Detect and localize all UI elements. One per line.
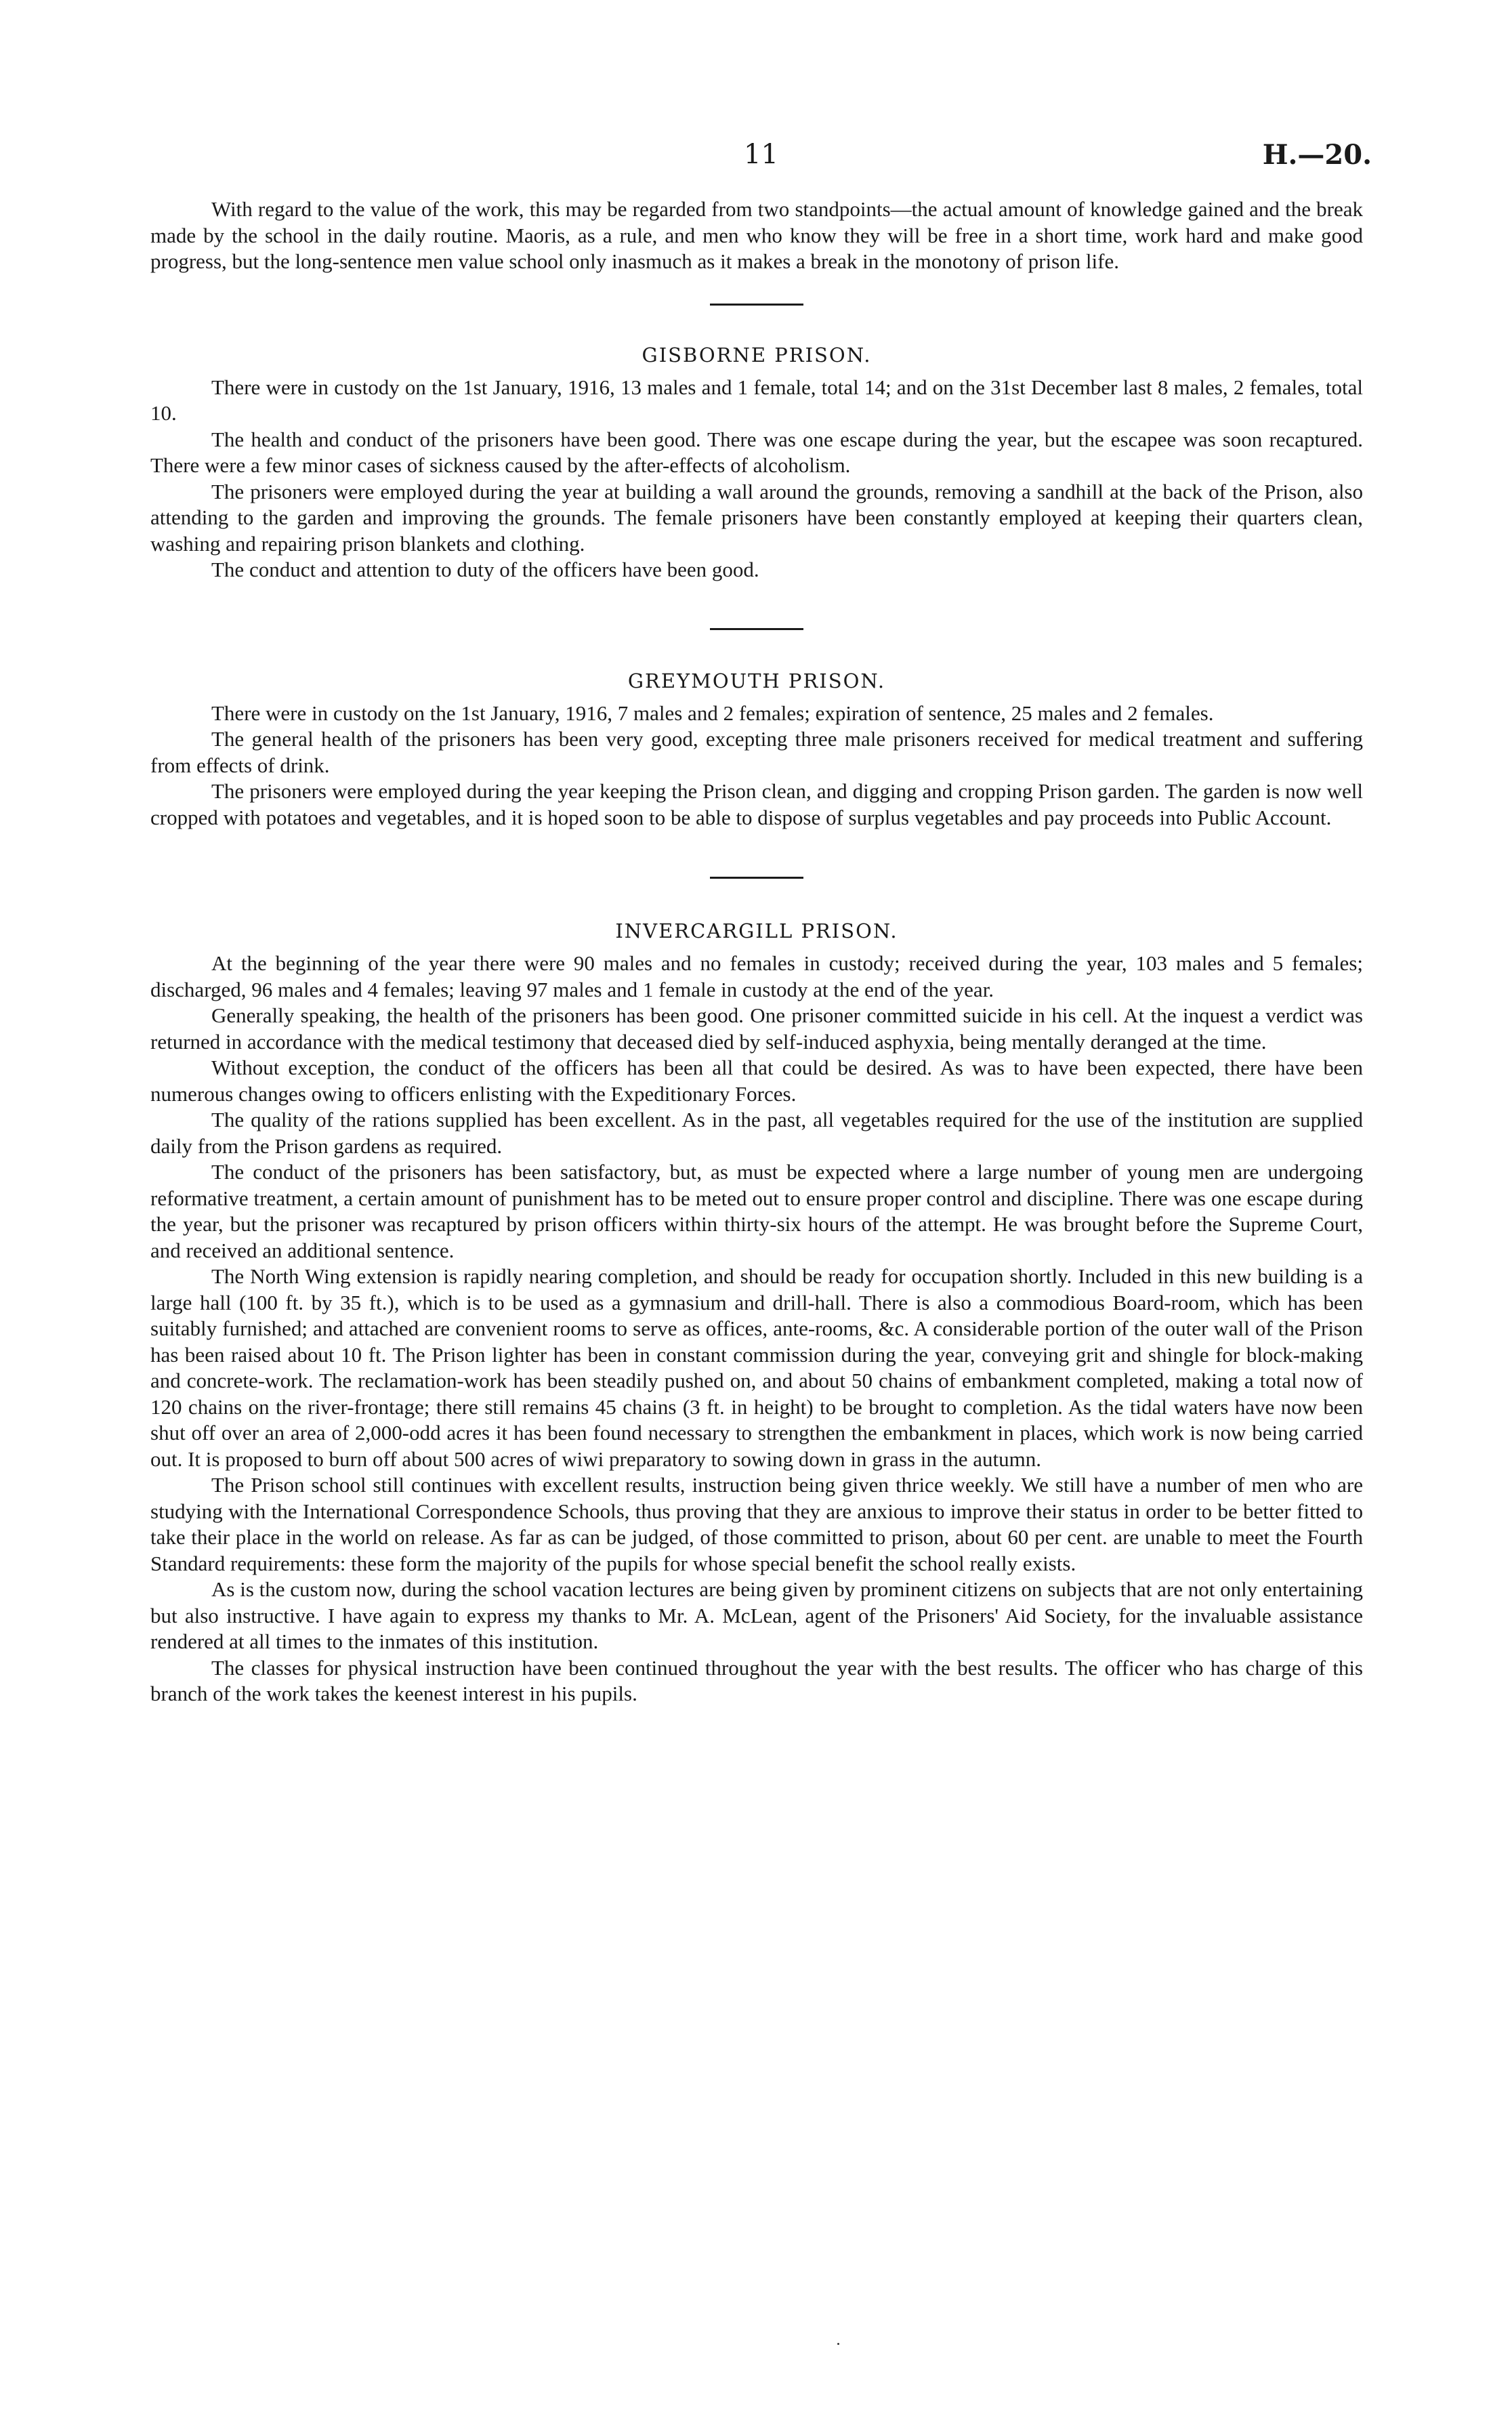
paragraph: The health and conduct of the prisoners have been good. There was one escape during the year, but the escapee was soon recaptured. There were a few minor cases of sickness caused by the after-effects of alcoholism.	[150, 427, 1363, 477]
paragraph: As is the custom now, during the school vacation lectures are being given by prominent citizens on subjects that are not only entertaining but also instructive. I have again to express my thanks to Mr. A. McLean, agent of the Prisoners' Aid Society, for the invaluable assistance rendered at all times to the inmates of this institution.	[150, 1577, 1363, 1653]
greymouth-section	[150, 669, 1363, 831]
intro-section	[150, 196, 1363, 275]
paragraph: Generally speaking, the health of the prisoners has been good. One prisoner committed suicide in his cell. At the inquest a verdict was returned in accordance with the medical testimony that deceased died by self-induced asphyxia, being mentally deranged at the time.	[150, 1003, 1363, 1054]
paragraph: There were in custody on the 1st January, 1916, 7 males and 2 females; expiration of sentence, 25 males and 2 females.	[211, 701, 1214, 725]
page-number: 11	[744, 139, 778, 170]
paragraph: The general health of the prisoners has been very good, excepting three male prisoners received for medical treatment and suffering from effects of drink.	[150, 727, 1363, 777]
paragraph: There were in custody on the 1st January, 1916, 13 males and 1 female, total 14; and on the 31st December last 8 males, 2 females, total 10.	[150, 375, 1363, 425]
paragraph: Without exception, the conduct of the officers has been all that could be desired. As was to have been expected, there have been numerous changes owing to officers enlisting with the Expeditionary Forces.	[150, 1056, 1363, 1106]
section-title: GREYMOUTH PRISON.	[627, 669, 886, 692]
paragraph: At the beginning of the year there were 90 males and no females in custody; received during the year, 103 males and 5 females; discharged, 96 males and 4 females; leaving 97 males and 1 female in custody at the end of the year.	[150, 951, 1363, 1001]
page-header	[0, 139, 1512, 180]
paragraph: The Prison school still continues with excellent results, instruction being given thrice weekly. We still have a number of men who are studying with the International Correspondence Schools, thus proving that they are anxious to improve their status in order to be better fitted to take their place in the world on release. As far as can be judged, of those committed to prison, about 60 per cent. are unable to meet the Fourth Standard requirements: these form the majority of the pupils for whose special benefit the school really exists.	[150, 1473, 1363, 1575]
print-speck	[837, 2343, 839, 2345]
paragraph: The conduct of the prisoners has been satisfactory, but, as must be expected where a large number of young men are undergoing reformative treatment, a certain amount of punishment has to be meted out to ensure proper control and discipline. There was one escape during the year, but the prisoner was recaptured by prison officers within thirty-six hours of the attempt. He was brought before the Supreme Court, and received an additional sentence.	[150, 1160, 1363, 1262]
section-title: GISBORNE PRISON.	[642, 343, 872, 367]
page-body	[150, 196, 1363, 1707]
paragraph: The quality of the rations supplied has been excellent. As in the past, all vegetables required for the use of the institution are supplied daily from the Prison gardens as required.	[150, 1108, 1363, 1158]
gisborne-section	[150, 344, 1363, 583]
invercargill-section	[150, 919, 1363, 1707]
paragraph: The prisoners were employed during the year keeping the Prison clean, and digging and cropping Prison garden. The garden is now well cropped with potatoes and vegetables, and it is hoped soon to be able to dispose of surplus vegetables and pay proceeds into Public Account.	[150, 779, 1363, 829]
document-reference: H.—20.	[1262, 139, 1372, 171]
paragraph: The North Wing extension is rapidly nearing completion, and should be ready for occupation shortly. Included in this new building is a large hall (100 ft. by 35 ft.), which is to be used as a gymnasium and drill-hall. There is also a commodious Board-room, which has been suitably furnished; and attached are convenient rooms to serve as offices, ante-rooms, &c. A considerable portion of the outer wall of the Prison has been raised about 10 ft. The Prison lighter has been in constant commission during the year, conveying grit and shingle for block-making and concrete-work. The reclamation-work has been steadily pushed on, and about 50 chains of embankment completed, making a total now of 120 chains on the river-frontage; there still remains 45 chains (3 ft. in height) to be brought to completion. As the tidal waters have now been shut off over an area of 2,000-odd acres it has been found necessary to strengthen the embankment in places, which work is now being carried out. It is proposed to burn off about 500 acres of wiwi preparatory to sowing down in grass in the autumn.	[150, 1264, 1363, 1471]
paragraph: The classes for physical instruction have been continued throughout the year with the best results. The officer who has charge of this branch of the work takes the keenest interest in his pupils.	[150, 1655, 1363, 1705]
paragraph: The prisoners were employed during the year at building a wall around the grounds, removing a sandhill at the back of the Prison, also attending to the garden and improving the grounds. The female prisoners have been constantly employed at keeping their quarters clean, washing and repairing prison blankets and clothing.	[150, 479, 1363, 556]
paragraph: The conduct and attention to duty of the officers have been good.	[211, 558, 759, 581]
section-title: INVERCARGILL PRISON.	[615, 919, 898, 942]
paragraph: With regard to the value of the work, this may be regarded from two standpoints—the actual amount of knowledge gained and the break made by the school in the daily routine. Maoris, as a rule, and men who know they will be free in a short time, work hard and make good progress, but the long-sentence men value school only inasmuch as it makes a break in the monotony of prison life.	[150, 197, 1363, 273]
